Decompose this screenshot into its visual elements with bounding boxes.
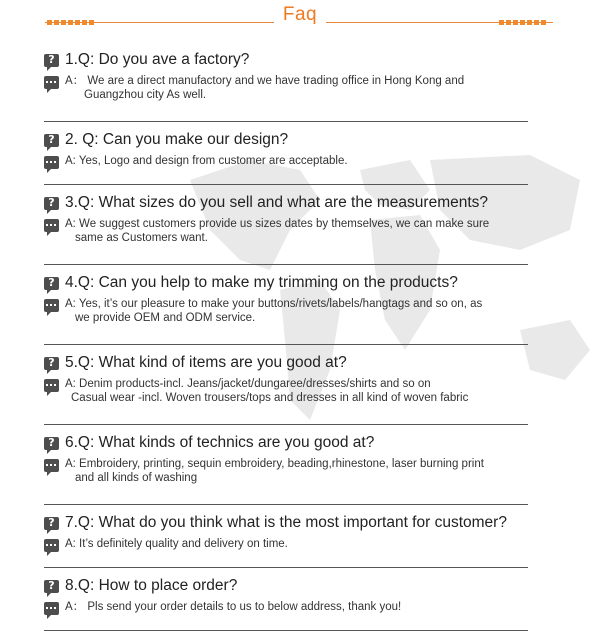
speech-bubble-icon: [44, 76, 59, 89]
faq-answer-line: Casual wear -incl. Woven trousers/tops and dresses in all kind of woven fabric: [71, 391, 469, 404]
faq-answer-line: A: Yes, Logo and design from customer are acceptable.: [65, 155, 348, 167]
faq-answer: [65, 218, 489, 245]
faq-answer-line: and all kinds of washing: [75, 471, 198, 484]
question-bubble-icon: ?: [44, 517, 59, 530]
faq-question-row: [44, 271, 528, 295]
speech-bubble-icon: [44, 379, 59, 392]
faq-answer: [65, 538, 288, 552]
faq-question-row: [44, 351, 528, 375]
question-bubble-icon: ?: [44, 54, 59, 67]
speech-bubble-icon: [44, 602, 59, 615]
question-bubble-icon: ?: [44, 580, 59, 593]
faq-list: [44, 42, 528, 631]
faq-answer: [65, 155, 348, 169]
faq-answer-row: [44, 601, 528, 615]
faq-item: [44, 574, 528, 631]
faq-answer-line: A: Embroidery, printing, sequin embroidery, beading,rhinestone, laser burning print: [65, 458, 484, 470]
faq-question-row: [44, 431, 528, 455]
faq-answer: [65, 601, 401, 615]
question-bubble-icon: ?: [44, 277, 59, 290]
faq-answer-row: [44, 458, 528, 485]
faq-question-row: [44, 574, 528, 598]
faq-divider: [44, 424, 528, 425]
faq-answer-line: A: We suggest customers provide us sizes dates by themselves, we can make sure: [65, 218, 490, 230]
faq-question-row: [44, 191, 528, 215]
faq-divider: [44, 121, 528, 122]
faq-answer-row: [44, 298, 528, 325]
faq-question-row: [44, 511, 528, 535]
page-header: [0, 0, 600, 30]
faq-item: [44, 431, 528, 505]
faq-item: [44, 511, 528, 568]
faq-answer-line: A： Pls send your order details to us to below address, thank you!: [65, 601, 402, 613]
faq-question: 5.Q: What kind of items are you good at?: [65, 354, 347, 371]
faq-divider: [44, 567, 528, 568]
faq-divider: [44, 184, 528, 185]
faq-item: [44, 128, 528, 185]
speech-bubble-icon: [44, 459, 59, 472]
question-bubble-icon: ?: [44, 357, 59, 370]
faq-answer-line: A: Denim products-incl. Jeans/jacket/dungaree/dresses/shirts and so on: [65, 378, 431, 390]
question-bubble-icon: ?: [44, 134, 59, 147]
faq-item: [44, 351, 528, 425]
faq-item: [44, 191, 528, 265]
faq-answer: [65, 378, 468, 405]
faq-divider: [44, 504, 528, 505]
faq-question: 3.Q: What sizes do you sell and what are the measurements?: [65, 194, 489, 211]
speech-bubble-icon: [44, 299, 59, 312]
speech-bubble-icon: [44, 539, 59, 552]
faq-answer-line: A： We are a direct manufactory and we have trading office in Hong Kong and: [65, 75, 465, 87]
faq-question-row: [44, 48, 528, 72]
question-bubble-icon: ?: [44, 437, 59, 450]
faq-item: [44, 48, 528, 122]
faq-answer-row: [44, 218, 528, 245]
faq-question: 7.Q: What do you think what is the most important for customer?: [65, 514, 507, 531]
faq-answer-row: [44, 155, 528, 169]
faq-answer-line: we provide OEM and ODM service.: [75, 311, 256, 324]
faq-answer-line: A: Yes, it’s our pleasure to make your buttons/rivets/labels/hangtags and so on, as: [65, 298, 483, 310]
faq-answer-line: A: It’s definitely quality and delivery on time.: [65, 538, 288, 550]
faq-divider: [44, 344, 528, 345]
faq-question-row: [44, 128, 528, 152]
faq-question: 2. Q: Can you make our design?: [65, 131, 289, 148]
faq-question: 6.Q: What kinds of technics are you good at?: [65, 434, 375, 451]
faq-question: 8.Q: How to place order?: [65, 577, 238, 594]
page-title: Faq: [282, 4, 318, 25]
faq-divider: [44, 264, 528, 265]
faq-answer-line: same as Customers want.: [75, 231, 208, 244]
faq-question: 4.Q: Can you help to make my trimming on the products?: [65, 274, 458, 291]
faq-answer-row: [44, 538, 528, 552]
faq-answer-line: Guangzhou city As well.: [84, 88, 207, 101]
question-bubble-icon: ?: [44, 197, 59, 210]
faq-answer: [65, 458, 484, 485]
speech-bubble-icon: [44, 156, 59, 169]
faq-answer: [65, 75, 464, 102]
faq-question: 1.Q: Do you ave a factory?: [65, 51, 250, 68]
speech-bubble-icon: [44, 219, 59, 232]
faq-answer-row: [44, 378, 528, 405]
faq-answer-row: [44, 75, 528, 102]
faq-item: [44, 271, 528, 345]
faq-answer: [65, 298, 482, 325]
